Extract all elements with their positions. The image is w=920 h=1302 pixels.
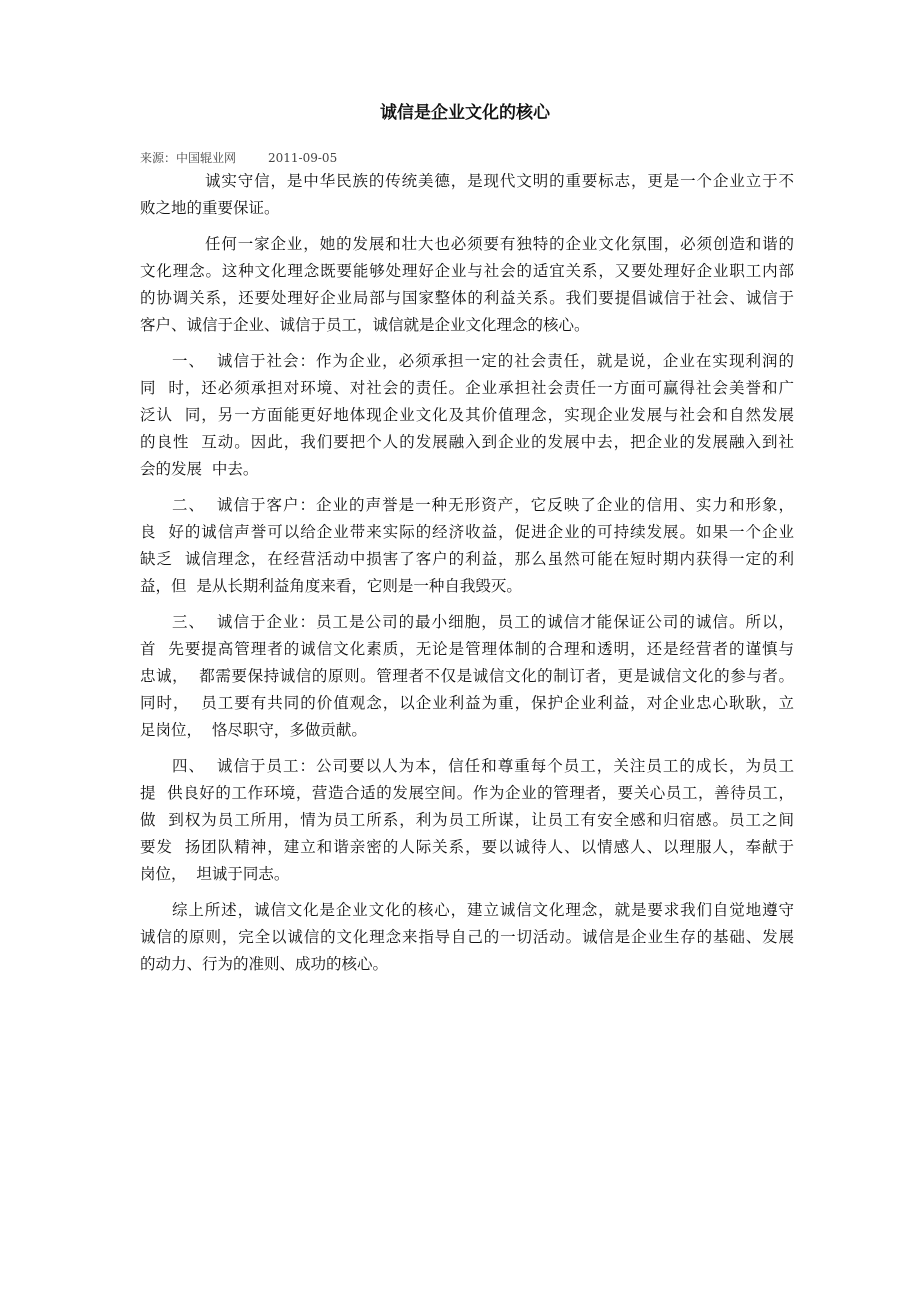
paragraph-line: 文化理念。这种文化理念既要能够处理好企业与社会的适宜关系，又要处理好企业职工内部 xyxy=(140,262,794,280)
article-body xyxy=(140,168,794,987)
paragraph xyxy=(140,168,794,222)
paragraph-line: 提 供良好的工作环境，营造合适的发展空间。作为企业的管理者，要关心员工，善待员工， xyxy=(140,784,794,802)
paragraph-line: 败之地的重要保证。 xyxy=(140,199,280,217)
paragraph-line: 缺乏 诚信理念，在经营活动中损害了客户的利益，那么虽然可能在短时期内获得一定的利 xyxy=(140,550,794,568)
paragraph xyxy=(140,231,794,339)
paragraph-line: 三、 诚信于企业：员工是公司的最小细胞，员工的诚信才能保证公司的诚信。所以， xyxy=(172,613,794,631)
paragraph-line: 综上所述，诚信文化是企业文化的核心，建立诚信文化理念，就是要求我们自觉地遵守 xyxy=(172,901,794,919)
paragraph-line: 泛认 同，另一方面能更好地体现企业文化及其价值理念，实现企业发展与社会和自然发展 xyxy=(140,406,794,424)
source-label: 来源：中国辊业网 xyxy=(140,151,237,165)
paragraph-line: 诚信的原则，完全以诚信的文化理念来指导自己的一切活动。诚信是企业生存的基础、发展 xyxy=(140,928,794,946)
paragraph-line: 良 好的诚信声誉可以给企业带来实际的经济收益，促进企业的可持续发展。如果一个企业 xyxy=(140,523,794,541)
paragraph-line: 同时， 员工要有共同的价值观念，以企业利益为重，保护企业利益，对企业忠心耿耿，立 xyxy=(140,694,794,712)
publish-date: 2011-09-05 xyxy=(268,151,338,165)
paragraph-line: 诚实守信，是中华民族的传统美德，是现代文明的重要标志，更是一个企业立于不 xyxy=(205,172,794,190)
paragraph-line: 要发 扬团队精神，建立和谐亲密的人际关系，要以诚待人、以情感人、以理服人，奉献于 xyxy=(140,838,794,856)
paragraph-line: 客户、诚信于企业、诚信于员工，诚信就是企业文化理念的核心。 xyxy=(140,316,590,334)
paragraph-line: 足岗位， 恪尽职守，多做贡献。 xyxy=(140,721,367,739)
paragraph-line: 的协调关系，还要处理好企业局部与国家整体的利益关系。我们要提倡诚信于社会、诚信于 xyxy=(140,289,794,307)
paragraph xyxy=(140,753,794,888)
paragraph xyxy=(140,492,794,600)
paragraph-line: 二、 诚信于客户：企业的声誉是一种无形资产，它反映了企业的信用、实力和形象， xyxy=(172,496,794,514)
paragraph-line: 的动力、行为的准则、成功的核心。 xyxy=(140,955,389,973)
article-title: 诚信是企业文化的核心 xyxy=(380,103,550,123)
paragraph-line: 忠诚， 都需要保持诚信的原则。管理者不仅是诚信文化的制订者，更是诚信文化的参与者。 xyxy=(140,667,794,685)
paragraph-line: 任何一家企业，她的发展和壮大也必须要有独特的企业文化氛围，必须创造和谐的 xyxy=(205,235,794,253)
paragraph-line: 会的发展 中去。 xyxy=(140,460,259,478)
paragraph-line: 岗位， 坦诚于同志。 xyxy=(140,865,290,883)
paragraph-line: 首 先要提高管理者的诚信文化素质，无论是管理体制的合理和透明，还是经营者的谨慎与 xyxy=(140,640,794,658)
article-source xyxy=(140,149,369,166)
paragraph-line: 同 时，还必须承担对环境、对社会的责任。企业承担社会责任一方面可赢得社会美誉和广 xyxy=(140,379,794,397)
paragraph xyxy=(140,348,794,483)
paragraph-line: 益，但 是从长期利益角度来看，它则是一种自我毁灭。 xyxy=(140,577,522,595)
paragraph-line: 一、 诚信于社会：作为企业，必须承担一定的社会责任，就是说，企业在实现利润的 xyxy=(172,352,794,370)
paragraph xyxy=(140,897,794,978)
paragraph-line: 做 到权为员工所用，情为员工所系，利为员工所谋，让员工有安全感和归宿感。员工之间 xyxy=(140,811,794,829)
paragraph-line: 的良性 互动。因此，我们要把个人的发展融入到企业的发展中去，把企业的发展融入到社 xyxy=(140,433,794,451)
paragraph-line: 四、 诚信于员工：公司要以人为本，信任和尊重每个员工，关注员工的成长，为员工 xyxy=(172,757,794,775)
paragraph xyxy=(140,609,794,744)
